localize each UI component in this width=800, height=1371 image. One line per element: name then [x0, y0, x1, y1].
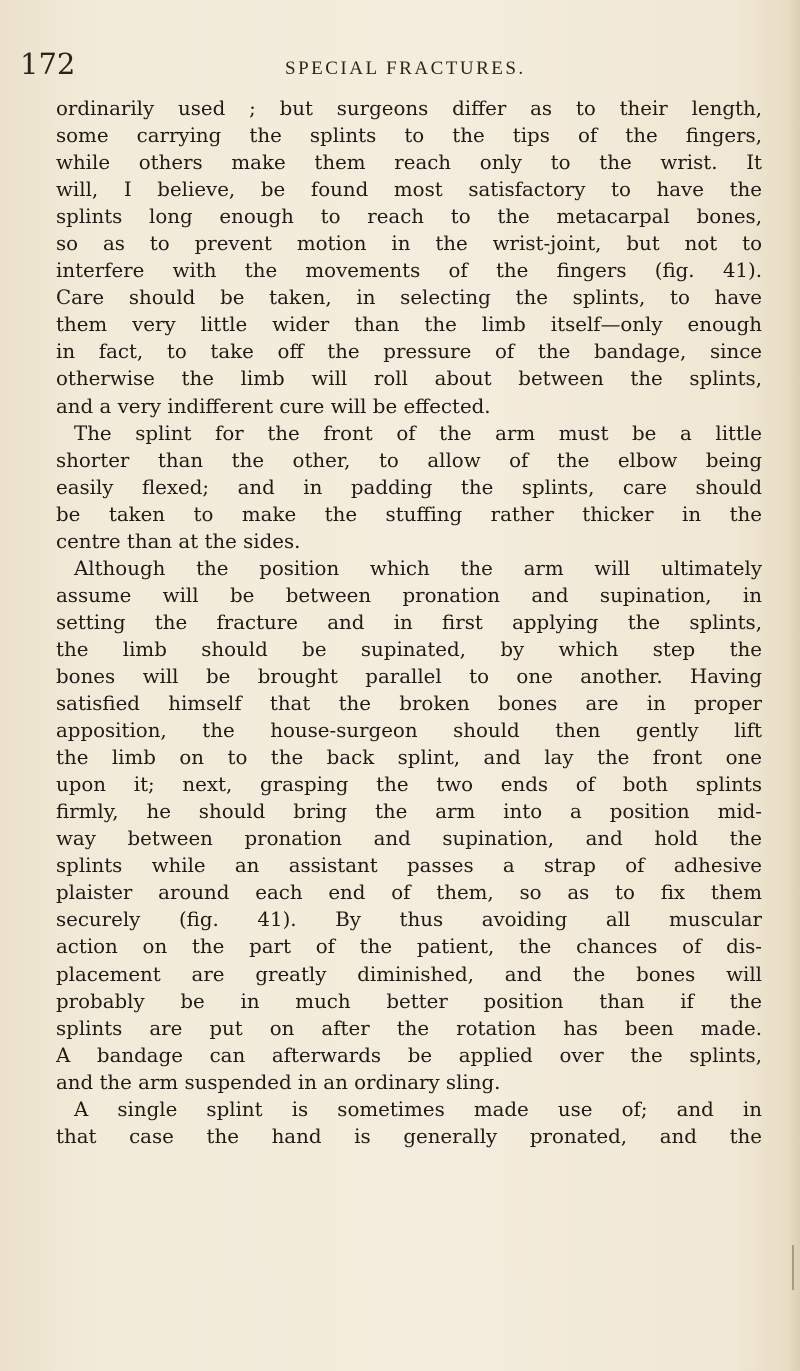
- paragraph-start-line: A single splint is sometimes made use of; and in: [74, 1097, 762, 1121]
- text-line: Care should be taken, in selecting the splints, to have: [56, 286, 762, 310]
- text-line: satisfied himself that the broken bones are in proper: [56, 692, 762, 716]
- text-line: them very little wider than the limb itself—only enough: [56, 313, 762, 337]
- text-line: way between pronation and supination, and hold the: [56, 827, 762, 851]
- text-line: the limb should be supinated, by which step the: [56, 637, 762, 661]
- text-line: otherwise the limb will roll about between the splints,: [56, 367, 762, 391]
- text-line: securely (fig. 41). By thus avoiding all muscular: [56, 908, 762, 932]
- text-line: action on the part of the patient, the chances of dis-: [56, 935, 762, 959]
- page-number: 172: [20, 47, 76, 81]
- text-line: that case the hand is generally pronated, and the: [56, 1124, 762, 1148]
- text-line: A bandage can afterwards be applied over the splints,: [56, 1043, 762, 1067]
- text-line: plaister around each end of them, so as to fix them: [56, 881, 762, 905]
- paragraph-end-line: and a very indifferent cure will be effected.: [56, 394, 491, 418]
- text-line: in fact, to take off the pressure of the bandage, since: [56, 340, 762, 364]
- text-line: be taken to make the stuffing rather thicker in the: [56, 502, 762, 526]
- text-line: while others make them reach only to the wrist. It: [56, 151, 762, 175]
- text-line: so as to prevent motion in the wrist-joint, but not to: [56, 232, 762, 256]
- text-line: interfere with the movements of the fingers (fig. 41).: [56, 259, 762, 283]
- text-line: setting the fracture and in first applying the splints,: [56, 610, 762, 634]
- running-head: SPECIAL FRACTURES.: [285, 58, 526, 79]
- paragraph-start-line: Although the position which the arm will ultimately: [74, 556, 762, 580]
- text-line: placement are greatly diminished, and the bones will: [56, 962, 762, 986]
- text-line: assume will be between pronation and supination, in: [56, 583, 762, 607]
- text-line: bones will be brought parallel to one another. Having: [56, 664, 762, 688]
- text-line: splints long enough to reach to the metacarpal bones,: [56, 205, 762, 229]
- paragraph-end-line: and the arm suspended in an ordinary sling.: [56, 1070, 501, 1094]
- page-edge-mark: [792, 1245, 794, 1290]
- paragraph-end-line: centre than at the sides.: [56, 529, 301, 553]
- text-line: will, I believe, be found most satisfactory to have the: [56, 178, 762, 202]
- text-line: splints are put on after the rotation has been made.: [56, 1016, 762, 1040]
- text-line: probably be in much better position than if the: [56, 989, 762, 1013]
- text-line: firmly, he should bring the arm into a position mid-: [56, 800, 762, 824]
- text-line: some carrying the splints to the tips of the fingers,: [56, 124, 762, 148]
- body-text: [56, 95, 762, 1150]
- page-edge-shadow: [786, 0, 800, 1371]
- text-line: shorter than the other, to allow of the elbow being: [56, 448, 762, 472]
- paragraph-start-line: The splint for the front of the arm must be a little: [74, 421, 762, 445]
- text-line: ordinarily used ; but surgeons differ as to their length,: [56, 97, 762, 120]
- text-line: the limb on to the back splint, and lay the front one: [56, 746, 762, 770]
- text-line: splints while an assistant passes a strap of adhesive: [56, 854, 762, 878]
- text-line: upon it; next, grasping the two ends of both splints: [56, 773, 762, 797]
- text-line: apposition, the house-surgeon should then gently lift: [56, 719, 762, 743]
- text-line: easily flexed; and in padding the splints, care should: [56, 475, 762, 499]
